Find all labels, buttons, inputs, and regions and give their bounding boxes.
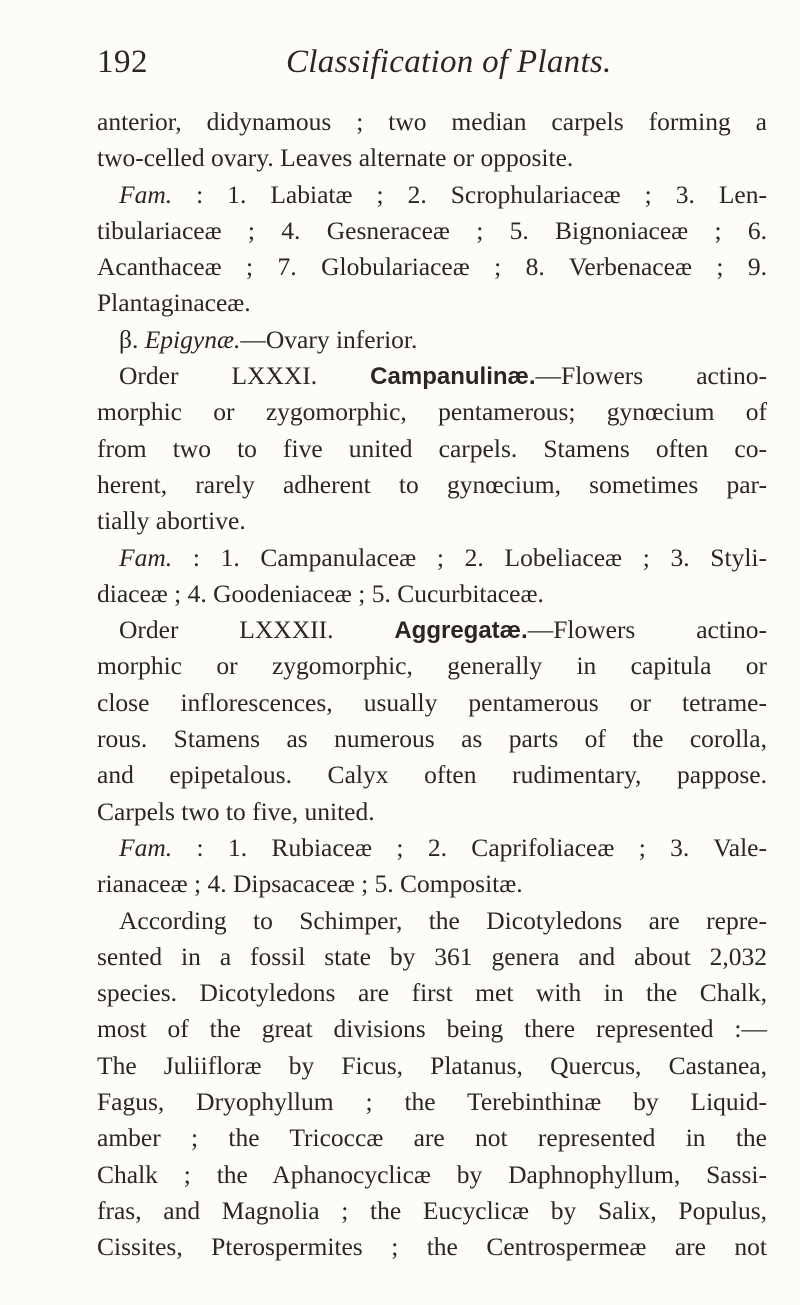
text-line (97, 285, 767, 321)
text-segment: : 1. Campanulaceæ ; 2. Lobeliaceæ ; 3. Styli- (172, 542, 767, 572)
body-text (97, 104, 767, 1266)
running-title: Classification of Plants. (286, 44, 612, 80)
italic-text: Fam. (119, 542, 173, 572)
text-segment: morphic or zygomorphic, pentamerous; gynœcium of (97, 397, 767, 427)
text-line (97, 975, 767, 1011)
italic-text: Epigynæ. (144, 324, 241, 354)
text-line (97, 540, 767, 576)
text-line (97, 467, 767, 503)
text-line (97, 431, 767, 467)
text-line (97, 394, 767, 430)
text-segment: β. (119, 324, 145, 354)
text-line (97, 1157, 767, 1193)
text-segment: and epipetalous. Calyx often rudimentary, pappose. (97, 760, 767, 790)
text-line (97, 177, 767, 213)
text-line (97, 213, 767, 249)
text-segment: —Flowers actino- (535, 361, 767, 391)
text-segment: Order LXXXII. (119, 615, 395, 645)
text-line (97, 612, 767, 648)
text-line (97, 1084, 767, 1120)
text-line (97, 1120, 767, 1156)
text-segment: —Ovary inferior. (240, 324, 418, 354)
text-segment: sented in a fossil state by 361 genera and about 2,032 (97, 941, 767, 971)
text-segment: amber ; the Tricoccæ are not represented in the (97, 1123, 767, 1153)
text-line (97, 794, 767, 830)
text-line (97, 866, 767, 902)
text-line (97, 249, 767, 285)
text-segment: Chalk ; the Aphanocyclicæ by Daphnophyllum, Sassi- (97, 1159, 767, 1189)
text-segment: The Juliifloræ by Ficus, Platanus, Quercus, Castanea, (97, 1050, 767, 1080)
text-segment: —Flowers actino- (527, 615, 767, 645)
text-line (97, 576, 767, 612)
italic-text: Fam. (119, 832, 173, 862)
text-line (97, 1011, 767, 1047)
text-line (97, 685, 767, 721)
text-segment: diaceæ ; 4. Goodeniaceæ ; 5. Cucurbitaceæ. (97, 578, 544, 608)
text-line (97, 939, 767, 975)
bold-text: Campanulinæ. (370, 363, 536, 391)
text-line (97, 648, 767, 684)
text-segment: rous. Stamens as numerous as parts of the corolla, (97, 724, 767, 754)
bold-text: Aggregatæ. (394, 617, 528, 645)
text-segment: tially abortive. (97, 506, 246, 536)
text-segment: Carpels two to five, united. (97, 796, 375, 826)
text-segment: two-celled ovary. Leaves alternate or opposite. (97, 143, 574, 173)
text-segment: Fagus, Dryophyllum ; the Terebinthinæ by Liquid- (97, 1087, 767, 1117)
text-segment: Plantaginaceæ. (97, 288, 251, 318)
text-line (97, 1048, 767, 1084)
text-segment: close inflorescences, usually pentamerous or tetrame- (97, 687, 767, 717)
text-segment: species. Dicotyledons are first met with in the Chalk, (97, 978, 767, 1008)
text-segment: : 1. Rubiaceæ ; 2. Caprifoliaceæ ; 3. Vale- (172, 832, 767, 862)
text-line (97, 830, 767, 866)
text-segment: Cissites, Pterospermites ; the Centrospermeæ are not (97, 1232, 767, 1262)
text-segment: morphic or zygomorphic, generally in capitula or (97, 651, 767, 681)
text-line (97, 1193, 767, 1229)
text-line (97, 503, 767, 539)
text-line (97, 322, 767, 358)
text-line (97, 104, 767, 140)
text-line (97, 757, 767, 793)
text-segment: : 1. Labiatæ ; 2. Scrophulariaceæ ; 3. Len- (172, 179, 767, 209)
text-segment: rianaceæ ; 4. Dipsacaceæ ; 5. Compositæ. (97, 869, 523, 899)
text-segment: herent, rarely adherent to gynœcium, sometimes par- (97, 469, 767, 499)
text-segment: most of the great divisions being there represented :— (97, 1014, 767, 1044)
text-line (97, 903, 767, 939)
text-segment: tibulariaceæ ; 4. Gesneraceæ ; 5. Bignoniaceæ ; 6. (97, 215, 767, 245)
page-header (97, 44, 767, 94)
text-segment: Acanthaceæ ; 7. Globulariaceæ ; 8. Verbenaceæ ; 9. (97, 252, 767, 282)
text-line (97, 140, 767, 176)
text-line (97, 1229, 767, 1265)
text-segment: According to Schimper, the Dicotyledons are repre- (119, 905, 767, 935)
text-line (97, 721, 767, 757)
page-number: 192 (97, 44, 148, 80)
text-segment: Order LXXXI. (119, 361, 371, 391)
text-segment: anterior, didynamous ; two median carpels forming a (97, 107, 767, 136)
text-segment: fras, and Magnolia ; the Eucyclicæ by Salix, Populus, (97, 1195, 767, 1225)
italic-text: Fam. (119, 179, 173, 209)
text-segment: from two to five united carpels. Stamens often co- (97, 433, 767, 463)
text-line (97, 358, 767, 394)
